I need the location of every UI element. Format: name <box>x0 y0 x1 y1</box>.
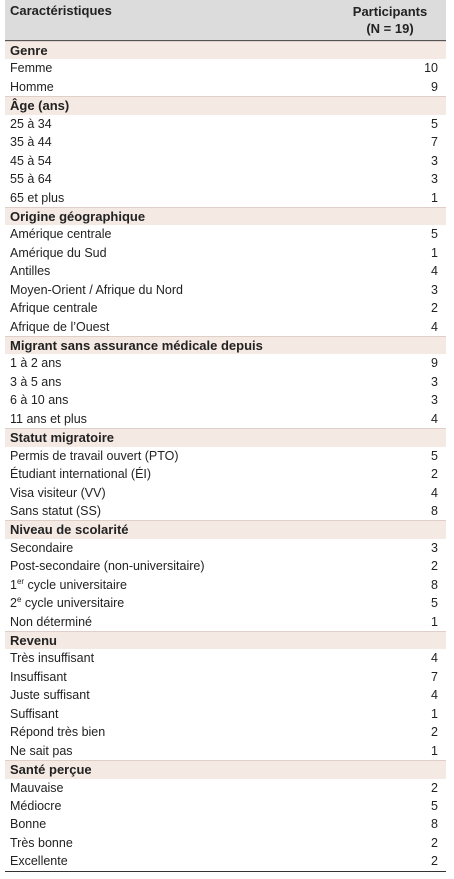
row-label-number: 1 <box>10 577 17 592</box>
row-label: Sans statut (SS) <box>10 503 102 518</box>
characteristics-table <box>5 0 446 872</box>
row-value: 5 <box>431 448 438 463</box>
table-row <box>5 539 446 557</box>
row-value: 8 <box>431 503 438 518</box>
row-label: Juste suffisant <box>10 688 90 703</box>
row-label: Très insuffisant <box>10 651 95 666</box>
header-participants-label: Participants <box>352 4 428 19</box>
table-row <box>5 354 446 372</box>
row-label: 65 et plus <box>10 190 65 205</box>
row-label: Mauvaise <box>10 780 64 795</box>
row-label: Non déterminé <box>10 614 92 629</box>
section-header: Âge (ans) <box>5 96 446 114</box>
table-row <box>5 705 446 723</box>
row-label: Très bonne <box>10 835 73 850</box>
row-value: 1 <box>431 614 438 629</box>
section-header: Statut migratoire <box>5 428 446 446</box>
table-row <box>5 447 446 465</box>
table-row <box>5 262 446 280</box>
row-label: Visa visiteur (VV) <box>10 485 106 500</box>
row-label: Antilles <box>10 264 51 279</box>
row-value: 9 <box>431 79 438 94</box>
table-row <box>5 189 446 207</box>
table-row <box>5 594 446 612</box>
row-label: Homme <box>10 79 54 94</box>
row-value: 8 <box>431 577 438 592</box>
row-label: Afrique centrale <box>10 301 98 316</box>
row-label: Femme <box>10 61 53 76</box>
row-value: 7 <box>431 669 438 684</box>
row-label: Amérique du Sud <box>10 245 107 260</box>
table-row <box>5 244 446 262</box>
header-participants <box>340 3 440 37</box>
row-label: 1 à 2 ans <box>10 356 62 371</box>
row-label: Étudiant international (ÉI) <box>10 467 152 482</box>
row-label: Excellente <box>10 854 68 869</box>
table-row <box>5 668 446 686</box>
row-value: 7 <box>431 135 438 150</box>
table-body <box>5 41 446 871</box>
table-row <box>5 686 446 704</box>
row-label: Suffisant <box>10 706 59 721</box>
table-row <box>5 115 446 133</box>
header-participants-count: (N = 19) <box>366 21 414 36</box>
row-value: 2 <box>431 559 438 574</box>
header-characteristics: Caractéristiques <box>10 3 112 18</box>
row-value: 4 <box>431 688 438 703</box>
row-label-superscript: e <box>16 594 22 604</box>
section-header: Origine géographique <box>5 207 446 225</box>
table-row <box>5 318 446 336</box>
section-header: Migrant sans assurance médicale depuis <box>5 336 446 354</box>
table-row <box>5 502 446 520</box>
table-row <box>5 59 446 77</box>
table-row <box>5 779 446 797</box>
table-row <box>5 797 446 815</box>
row-value: 5 <box>431 596 438 611</box>
row-label-number: 2 <box>10 596 17 611</box>
row-value: 8 <box>431 817 438 832</box>
row-label: Permis de travail ouvert (PTO) <box>10 448 179 463</box>
table-row <box>5 281 446 299</box>
row-label: Afrique de l’Ouest <box>10 319 110 334</box>
table-row <box>5 391 446 409</box>
row-label <box>10 594 124 612</box>
table-row <box>5 742 446 760</box>
row-value: 2 <box>431 467 438 482</box>
table-row <box>5 465 446 483</box>
row-label: Post-secondaire (non-universitaire) <box>10 559 205 574</box>
row-value: 4 <box>431 651 438 666</box>
table-row <box>5 373 446 391</box>
row-value: 2 <box>431 854 438 869</box>
table-row <box>5 576 446 594</box>
table-row <box>5 557 446 575</box>
row-value: 2 <box>431 835 438 850</box>
table-row <box>5 723 446 741</box>
section-header: Revenu <box>5 631 446 649</box>
table-row <box>5 613 446 631</box>
row-label: 6 à 10 ans <box>10 393 69 408</box>
row-value: 5 <box>431 227 438 242</box>
row-value: 5 <box>431 116 438 131</box>
row-value: 3 <box>431 153 438 168</box>
row-value: 3 <box>431 172 438 187</box>
row-label: Répond très bien <box>10 725 106 740</box>
table-row <box>5 299 446 317</box>
row-value: 10 <box>424 61 438 76</box>
row-value: 3 <box>431 374 438 389</box>
row-value: 5 <box>431 798 438 813</box>
row-value: 3 <box>431 393 438 408</box>
table-row <box>5 484 446 502</box>
row-value: 2 <box>431 301 438 316</box>
row-value: 1 <box>431 245 438 260</box>
row-label-suffix: cycle universitaire <box>21 596 125 611</box>
row-value: 4 <box>431 485 438 500</box>
row-label-suffix: cycle universitaire <box>24 577 127 592</box>
row-value: 1 <box>431 706 438 721</box>
row-value: 4 <box>431 319 438 334</box>
row-label: 25 à 34 <box>10 116 52 131</box>
table-row <box>5 78 446 96</box>
row-value: 1 <box>431 190 438 205</box>
table-header <box>5 0 446 41</box>
row-label: Bonne <box>10 817 47 832</box>
table-row <box>5 152 446 170</box>
row-label: 55 à 64 <box>10 172 52 187</box>
row-label: Secondaire <box>10 540 74 555</box>
table-row <box>5 852 446 870</box>
row-label: 11 ans et plus <box>10 411 87 426</box>
section-header: Santé perçue <box>5 760 446 778</box>
row-label: 45 à 54 <box>10 153 52 168</box>
row-label: Insuffisant <box>10 669 67 684</box>
row-value: 2 <box>431 725 438 740</box>
row-label: 35 à 44 <box>10 135 52 150</box>
row-value: 2 <box>431 780 438 795</box>
row-label: Amérique centrale <box>10 227 112 242</box>
table-row <box>5 225 446 243</box>
table-row <box>5 133 446 151</box>
section-header: Niveau de scolarité <box>5 520 446 538</box>
row-value: 3 <box>431 540 438 555</box>
row-label: Ne sait pas <box>10 743 73 758</box>
table-row <box>5 410 446 428</box>
section-header: Genre <box>5 41 446 59</box>
row-label-superscript: er <box>16 576 25 586</box>
row-label: Médiocre <box>10 798 62 813</box>
row-label <box>10 576 127 594</box>
table-row <box>5 170 446 188</box>
row-label: Moyen-Orient / Afrique du Nord <box>10 282 183 297</box>
table-row <box>5 649 446 667</box>
table-row <box>5 815 446 833</box>
row-value: 4 <box>431 264 438 279</box>
row-value: 3 <box>431 282 438 297</box>
row-value: 1 <box>431 743 438 758</box>
table-row <box>5 834 446 852</box>
row-value: 9 <box>431 356 438 371</box>
row-label: 3 à 5 ans <box>10 374 62 389</box>
row-value: 4 <box>431 411 438 426</box>
